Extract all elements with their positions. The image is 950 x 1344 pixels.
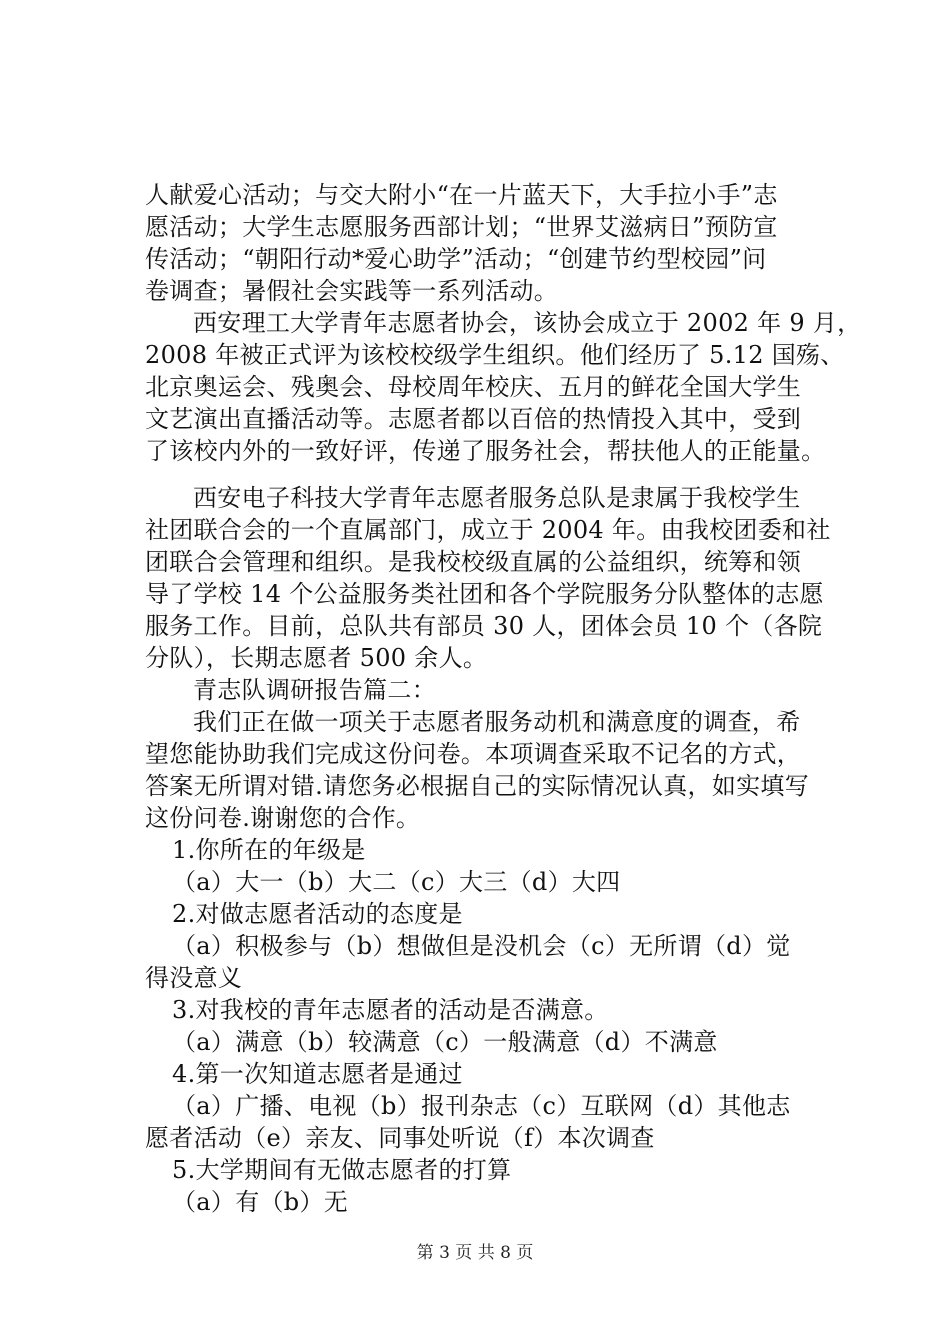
question-4-options-cont: 愿者活动（e）亲友、同事处听说（f）本次调查 <box>145 1124 655 1152</box>
text-line: 服务工作。目前，总队共有部员 30 人，团体会员 10 个（各院 <box>145 612 823 640</box>
text-line: 我们正在做一项关于志愿者服务动机和满意度的调查，希 <box>193 708 801 736</box>
question-1: 1.你所在的年级是 <box>172 836 366 864</box>
question-2: 2.对做志愿者活动的态度是 <box>172 900 463 928</box>
text-line: 文艺演出直播活动等。志愿者都以百倍的热情投入其中，受到 <box>145 405 802 433</box>
text-line: 北京奥运会、残奥会、母校周年校庆、五月的鲜花全国大学生 <box>145 373 802 401</box>
question-4: 4.第一次知道志愿者是通过 <box>172 1060 463 1088</box>
text-line: 这份问卷.谢谢您的合作。 <box>145 804 421 832</box>
question-2-options-cont: 得没意义 <box>145 964 243 992</box>
text-line: 团联合会管理和组织。是我校校级直属的公益组织，统筹和领 <box>145 548 802 576</box>
text-line: 2008 年被正式评为该校校级学生组织。他们经历了 5.12 国殇、 <box>145 341 845 369</box>
question-3: 3.对我校的青年志愿者的活动是否满意。 <box>172 996 609 1024</box>
text-line: 答案无所谓对错.请您务必根据自己的实际情况认真，如实填写 <box>145 772 810 800</box>
text-line: 人献爱心活动；与交大附小“在一片蓝天下，大手拉小手”志 <box>145 181 778 209</box>
text-line: 了该校内外的一致好评，传递了服务社会，帮扶他人的正能量。 <box>145 437 826 465</box>
question-3-options: （a）满意（b）较满意（c）一般满意（d）不满意 <box>172 1028 718 1056</box>
text-line: 西安理工大学青年志愿者协会，该协会成立于 2002 年 9 月， <box>193 309 862 337</box>
text-line: 导了学校 14 个公益服务类社团和各个学院服务分队整体的志愿 <box>145 580 824 608</box>
section-heading: 青志队调研报告篇二： <box>193 676 436 704</box>
question-5-options: （a）有（b）无 <box>172 1188 349 1216</box>
text-line: 愿活动；大学生志愿服务西部计划；“世界艾滋病日”预防宣 <box>145 213 778 241</box>
question-2-options: （a）积极参与（b）想做但是没机会（c）无所谓（d）觉 <box>172 932 791 960</box>
question-1-options: （a）大一（b）大二（c）大三（d）大四 <box>172 868 621 896</box>
page-footer: 第 3 页 共 8 页 <box>416 1243 534 1263</box>
question-4-options: （a）广播、电视（b）报刊杂志（c）互联网（d）其他志 <box>172 1092 791 1120</box>
text-line: 分队），长期志愿者 500 余人。 <box>145 644 488 672</box>
text-line: 传活动；“朝阳行动*爱心助学”活动；“创建节约型校园”问 <box>145 245 767 273</box>
question-5: 5.大学期间有无做志愿者的打算 <box>172 1156 512 1184</box>
text-line: 西安电子科技大学青年志愿者服务总队是隶属于我校学生 <box>193 484 801 512</box>
text-line: 望您能协助我们完成这份问卷。本项调查采取不记名的方式， <box>145 740 802 768</box>
text-line: 卷调查；暑假社会实践等一系列活动。 <box>145 277 559 305</box>
text-line: 社团联合会的一个直属部门，成立于 2004 年。由我校团委和社 <box>145 516 831 544</box>
